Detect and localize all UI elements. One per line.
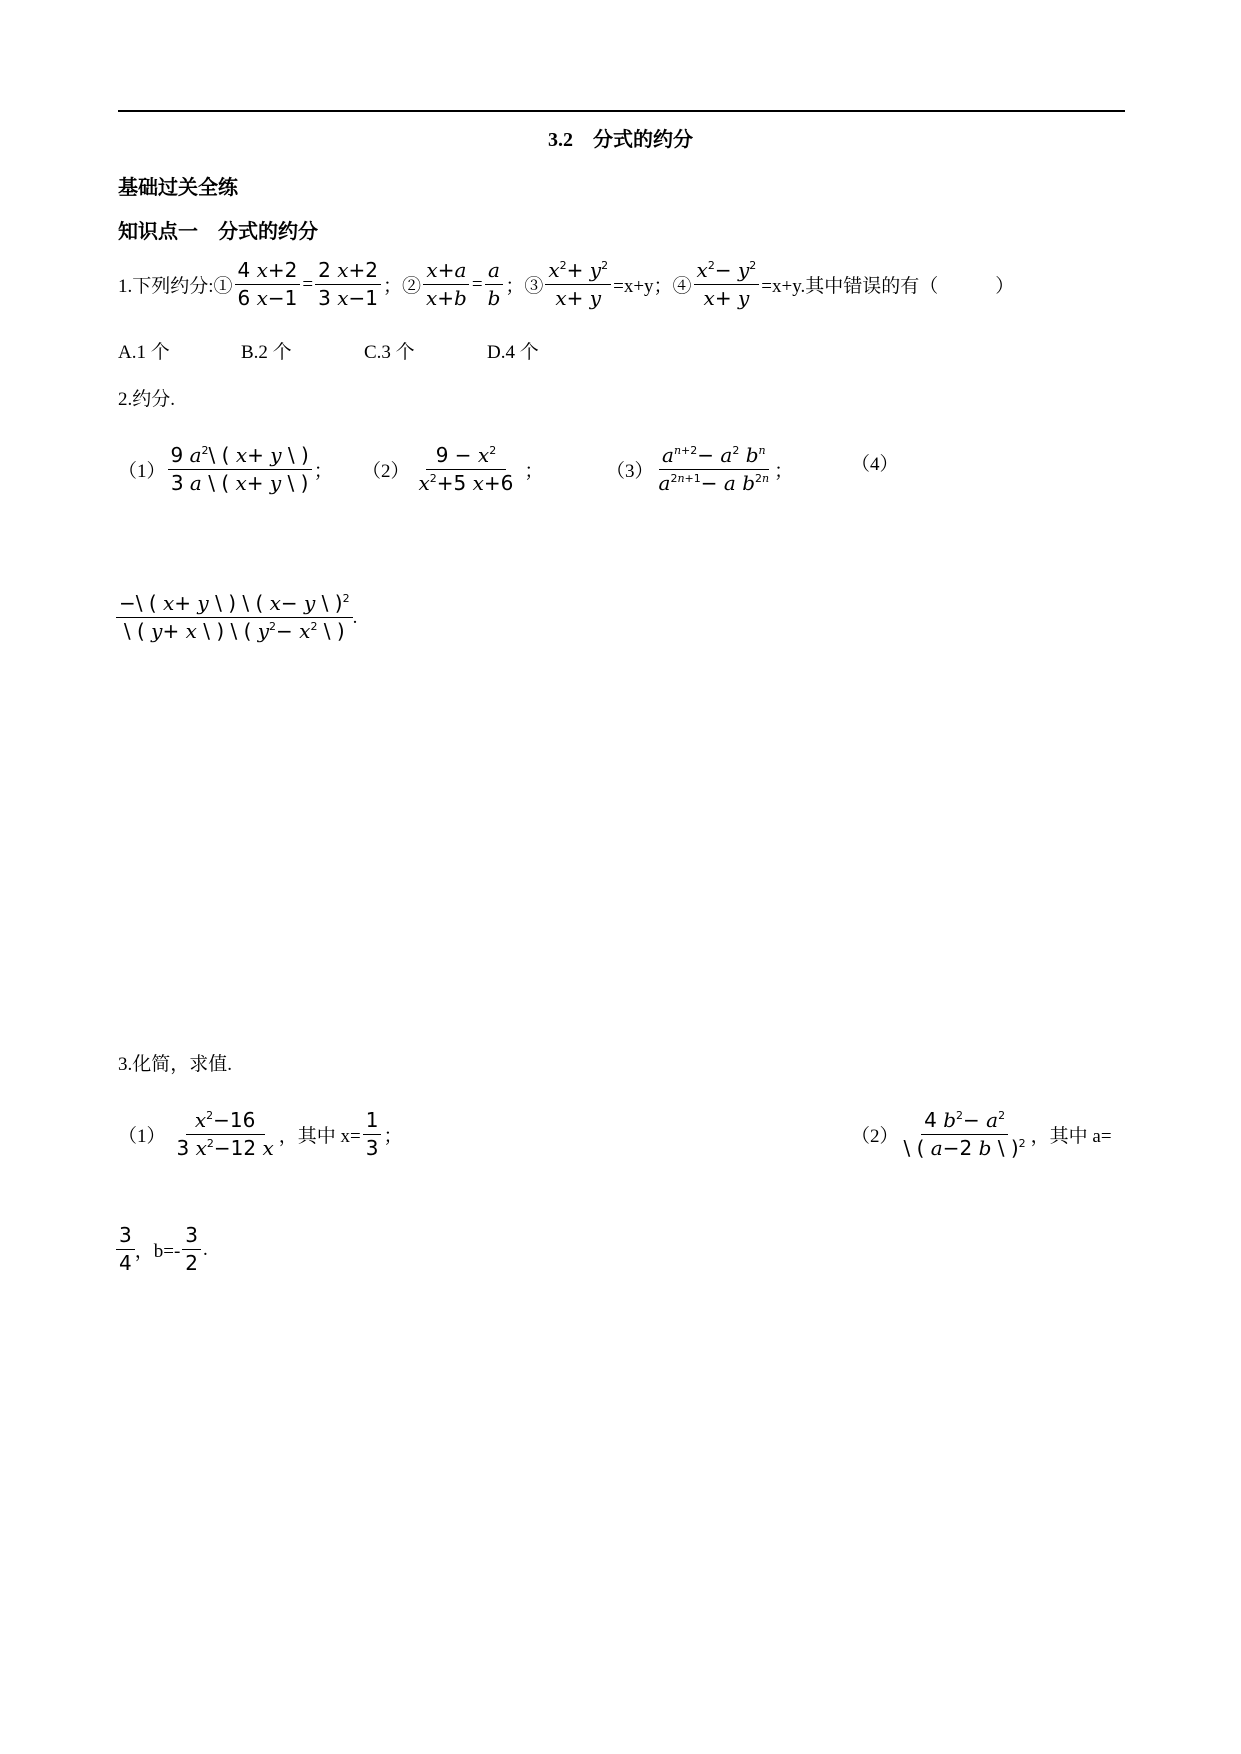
q2-label-1: （1） <box>118 461 166 482</box>
q3-end-1: ； <box>383 1126 403 1147</box>
q3-part-2-values <box>116 1224 208 1275</box>
section-heading: 基础过关全练 <box>118 177 238 199</box>
q1-fraction-4: $\frac{x^2- y^2}{x+ y}$ <box>694 259 760 310</box>
q2-label-2: （2） <box>362 461 410 482</box>
q3-end-2: . <box>203 1238 208 1260</box>
q2-sep-3: ； <box>774 461 794 482</box>
q1-prefix: 1.下列约分:① <box>118 276 233 297</box>
q2-fraction-1: $\frac{9 a^2\backslash ( x+ y \backslash )}{3 a \backslash ( x+ y \backslash )}$ <box>168 444 312 495</box>
question-1: 1.下列约分:① $\frac{4 x+2}{6 x-1}$ = $\frac{2 x+2}{3 x-1}$ ；② $\frac{x+a}{x+b}$ = $\frac{a}{b}$ ；③ $\frac{x^2+ y^2}{x+ y}$ =x+y；④ $\frac{x^2- y^2}{x+ y}$ =x+y.其中错误的有（ ） <box>118 258 1015 310</box>
q2-sep-1: ； <box>313 461 333 482</box>
q1-option-d: D.4 个 <box>487 342 539 363</box>
q3-label-2: （2） <box>851 1126 899 1147</box>
q2-part-4 <box>116 592 357 643</box>
q3-condition-2: ，其中 a= <box>1030 1126 1112 1147</box>
q1-fraction-1-left: $\frac{4 x+2}{6 x-1}$ <box>235 259 301 310</box>
q3-part-2 <box>851 1109 1112 1160</box>
q1-option-b: B.2 个 <box>241 342 292 363</box>
q2-title: 2.约分. <box>118 389 176 410</box>
q3-condition-1: ，其中 x= <box>278 1126 361 1147</box>
q3-a-value: $\frac{3}{4}$ <box>116 1224 135 1275</box>
q2-end: . <box>352 606 358 628</box>
q3-fraction-1: $\frac{x^2-16}{3 x^2-12 x}$ <box>176 1108 274 1160</box>
page-title: 3.2 分式的约分 <box>548 129 693 151</box>
q2-part-2 <box>362 444 543 495</box>
q1-fraction-2-right: $\frac{a}{b}$ <box>485 259 504 310</box>
q2-label-3: （3） <box>606 461 654 482</box>
q1-sep-2: ；② <box>382 276 421 297</box>
q3-b-value: $\frac{3}{2}$ <box>182 1224 201 1275</box>
q1-tail-3: =x+y；④ <box>613 276 692 297</box>
q1-option-a: A.1 个 <box>118 342 170 363</box>
q3-condition-2b: ，b=- <box>134 1241 181 1262</box>
q2-part-1 <box>118 444 333 495</box>
q1-tail-4: =x+y.其中错误的有（ ） <box>761 276 1015 297</box>
q2-fraction-2: $\frac{9 - x^2}{x^2+5 x+6}$ <box>418 443 514 495</box>
q2-sep-2: ； <box>524 461 544 482</box>
q2-part-3 <box>606 444 793 495</box>
q3-x-value: $\frac{1}{3}$ <box>363 1109 382 1160</box>
q3-fraction-2: $\frac{4 b^2- a^2}{\backslash ( a-2 b \backslash )^2}$ <box>903 1108 1026 1160</box>
q1-sep-3: ；③ <box>505 276 544 297</box>
q1-fraction-1-right: $\frac{2 x+2}{3 x-1}$ <box>315 259 381 310</box>
q1-fraction-2-left: $\frac{x+a}{x+b}$ <box>423 259 470 310</box>
q3-title: 3.化简，求值. <box>118 1054 233 1075</box>
q1-fraction-3: $\frac{x^2+ y^2}{x+ y}$ <box>545 259 611 310</box>
q1-option-c: C.3 个 <box>364 342 415 363</box>
q3-part-1 <box>118 1109 402 1160</box>
q2-label-4: （4） <box>851 454 899 475</box>
q2-fraction-3: $\frac{a^{n+2}- a^2 b^n}{a^{2n+1}- a b^{2n}}$ <box>658 443 770 495</box>
q2-fraction-4: $\frac{-\backslash ( x+ y \backslash ) \backslash ( x- y \backslash )^2}{\backslash ( y+ x \backslash ) \backslash ( y^2- x^2 \backslash )}$ <box>116 592 353 643</box>
header-rule <box>118 110 1125 112</box>
subsection-heading: 知识点一 分式的约分 <box>118 221 318 243</box>
q3-label-1: （1） <box>118 1126 166 1147</box>
